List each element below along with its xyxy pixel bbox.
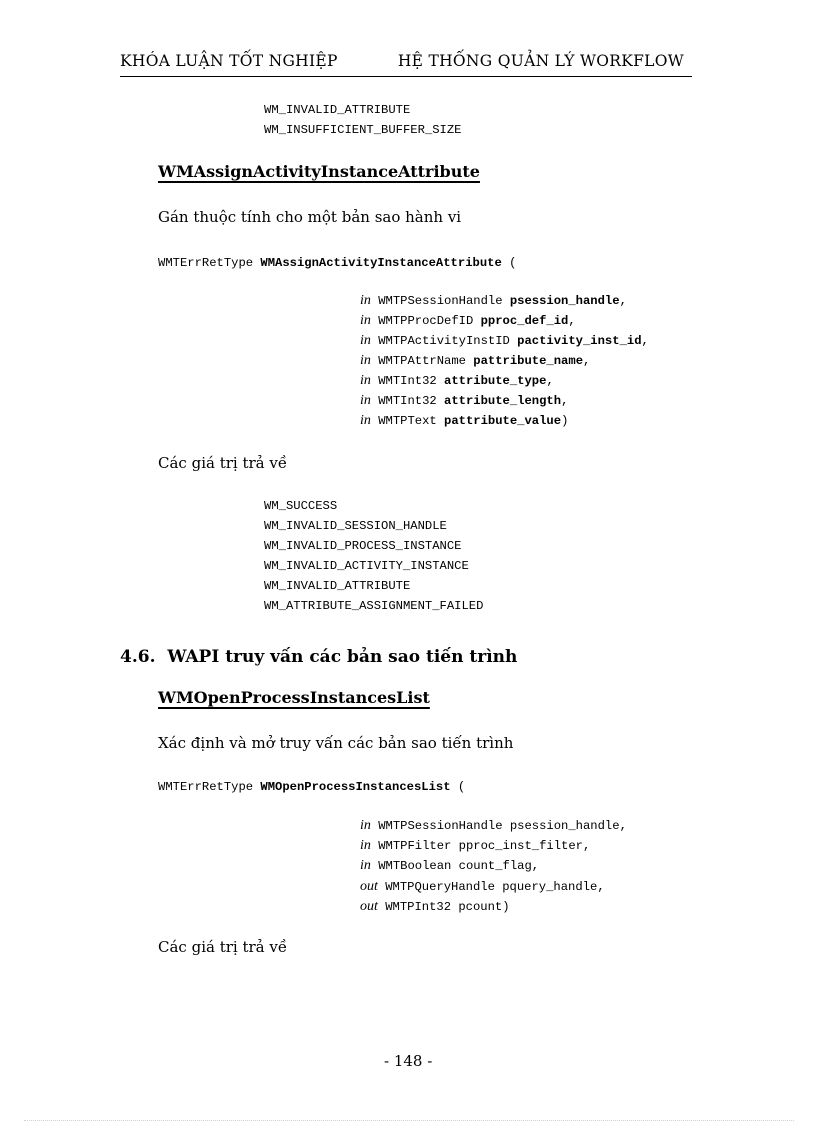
- parameter-direction: in: [360, 353, 371, 368]
- parameter-type: WMTPSessionHandle: [370, 819, 510, 833]
- parameter-separator: ,: [583, 839, 591, 854]
- parameter-direction: out: [360, 898, 378, 914]
- parameter-name: count_flag: [458, 859, 532, 874]
- parameter-direction: in: [360, 333, 371, 348]
- parameter-name: pproc_def_id: [480, 314, 569, 328]
- parameter-row: [360, 858, 539, 874]
- function-title: WMAssignActivityInstanceAttribute: [158, 162, 480, 181]
- parameter-separator: ): [502, 899, 510, 914]
- open-paren: (: [509, 256, 517, 270]
- section-heading: [120, 647, 517, 667]
- parameter-row: [360, 293, 627, 309]
- parameter-direction: in: [360, 373, 371, 388]
- parameter-type: WMTPText: [370, 414, 445, 428]
- parameter-name: pcount: [458, 899, 503, 914]
- return-code: WM_INVALID_PROCESS_INSTANCE: [264, 539, 462, 553]
- parameter-direction: in: [360, 838, 371, 854]
- return-code: WM_INVALID_SESSION_HANDLE: [264, 519, 447, 533]
- parameter-separator: ,: [568, 314, 576, 328]
- parameter-row: [360, 353, 590, 369]
- parameter-name: pactivity_inst_id: [517, 334, 642, 348]
- return-code: WM_INVALID_ATTRIBUTE: [264, 579, 411, 593]
- page-number: - 148 -: [384, 1052, 433, 1070]
- parameter-type: WMTPAttrName: [370, 354, 474, 368]
- parameter-type: WMTPSessionHandle: [370, 294, 510, 308]
- parameter-name: pattribute_value: [444, 414, 562, 428]
- parameter-type: WMTPProcDefID: [370, 314, 481, 328]
- function-signature: [158, 780, 465, 794]
- parameter-direction: in: [360, 393, 371, 408]
- return-values-label: Các giá trị trả về: [158, 938, 288, 956]
- parameter-name: pquery_handle: [502, 879, 598, 894]
- return-type: WMTErrRetType: [158, 780, 254, 794]
- parameter-direction: out: [360, 878, 378, 894]
- parameter-name: psession_handle: [509, 294, 620, 308]
- parameter-row: [360, 899, 510, 915]
- page-bottom-border: [24, 1120, 794, 1121]
- return-code: WM_INVALID_ACTIVITY_INSTANCE: [264, 559, 469, 573]
- open-paren: (: [457, 780, 466, 794]
- parameter-type: WMTInt32: [370, 394, 445, 408]
- parameter-name: attribute_length: [444, 394, 562, 408]
- function-description: Xác định và mở truy vấn các bản sao tiến trình: [158, 734, 514, 752]
- parameter-type: WMTPActivityInstID: [370, 334, 518, 348]
- parameter-direction: in: [360, 413, 371, 428]
- header-left-title: KHÓA LUẬN TỐT NGHIỆP: [120, 52, 338, 70]
- parameter-row: [360, 313, 576, 329]
- parameter-separator: ,: [561, 394, 569, 408]
- parameter-name: attribute_type: [444, 374, 547, 388]
- page-header: [120, 52, 692, 77]
- parameter-row: [360, 879, 605, 895]
- parameter-separator: ,: [641, 334, 649, 348]
- function-title: WMOpenProcessInstancesList: [158, 688, 430, 707]
- section-number: 4.6.: [120, 647, 156, 667]
- parameter-direction: in: [360, 313, 371, 328]
- parameter-direction: in: [360, 293, 371, 308]
- function-description: Gán thuộc tính cho một bản sao hành vi: [158, 208, 462, 226]
- parameter-type: WMTPQueryHandle: [377, 879, 503, 894]
- code-line: WM_INSUFFICIENT_BUFFER_SIZE: [264, 123, 462, 137]
- section-title: WAPI truy vấn các bản sao tiến trình: [167, 647, 518, 667]
- parameter-row: [360, 373, 554, 389]
- parameter-name: pattribute_name: [473, 354, 584, 368]
- parameter-row: [360, 333, 649, 349]
- parameter-separator: ,: [597, 879, 605, 894]
- code-line: WM_INVALID_ATTRIBUTE: [264, 103, 411, 117]
- parameter-separator: ): [561, 414, 569, 428]
- parameter-separator: ,: [619, 819, 627, 833]
- parameter-row: [360, 818, 627, 834]
- parameter-type: WMTBoolean: [370, 859, 459, 874]
- parameter-row: [360, 393, 568, 409]
- parameter-type: WMTPInt32: [377, 899, 459, 914]
- parameter-direction: in: [360, 858, 371, 874]
- return-code: WM_SUCCESS: [264, 499, 338, 513]
- parameter-row: [360, 838, 590, 854]
- parameter-name: psession_handle: [509, 819, 620, 833]
- function-name: WMAssignActivityInstanceAttribute: [260, 256, 502, 270]
- function-name: WMOpenProcessInstancesList: [260, 780, 451, 794]
- parameter-separator: ,: [531, 859, 540, 874]
- function-signature: [158, 256, 516, 270]
- return-code: WM_ATTRIBUTE_ASSIGNMENT_FAILED: [264, 599, 484, 613]
- parameter-separator: ,: [619, 294, 627, 308]
- parameter-separator: ,: [546, 374, 554, 388]
- parameter-name: pproc_inst_filter: [458, 839, 583, 854]
- return-values-label: Các giá trị trả về: [158, 454, 288, 472]
- parameter-type: WMTInt32: [370, 374, 445, 388]
- parameter-type: WMTPFilter: [370, 839, 459, 854]
- parameter-direction: in: [360, 818, 371, 833]
- header-right-title: HỆ THỐNG QUẢN LÝ WORKFLOW: [397, 52, 684, 70]
- return-type: WMTErrRetType: [158, 256, 254, 270]
- parameter-separator: ,: [583, 354, 591, 368]
- parameter-row: [360, 413, 568, 429]
